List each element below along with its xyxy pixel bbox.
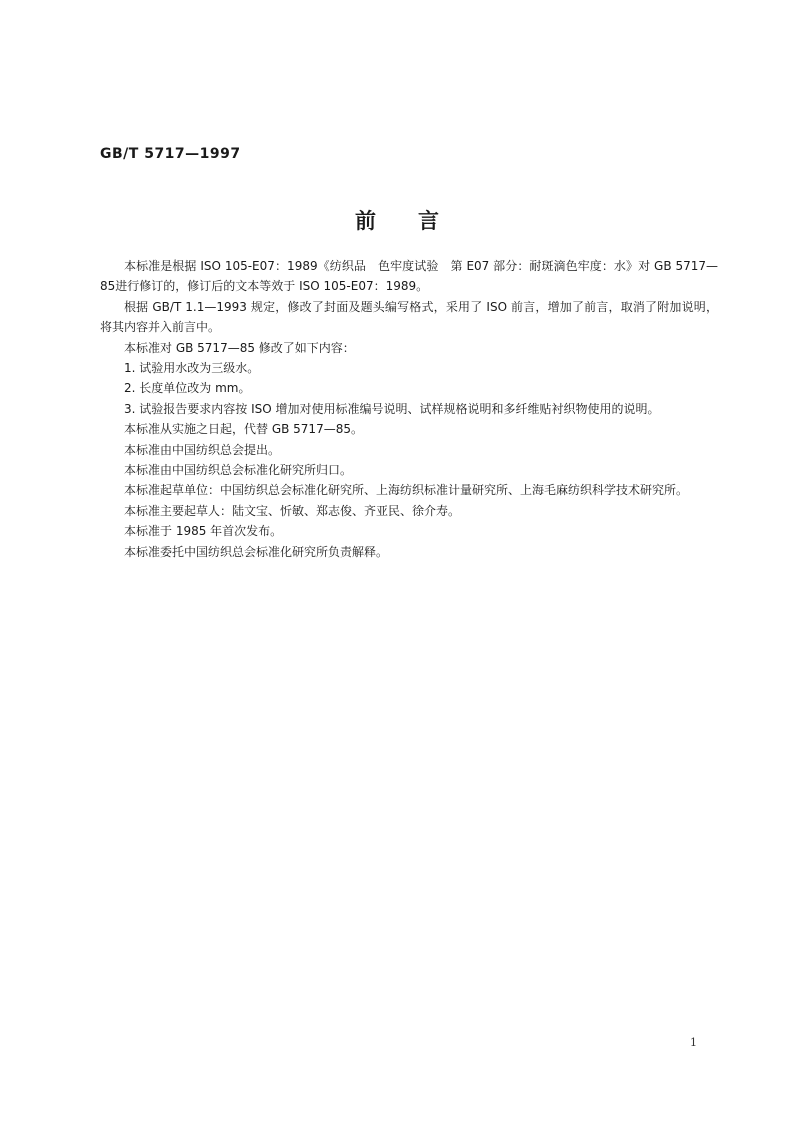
paragraph: 根据 GB/T 1.1—1993 规定，修改了封面及题头编写格式，采用了 ISO 前言，增加了前言，取消了附加说明，将其内容并入前言中。 [100, 299, 718, 335]
paragraph: 本标准主要起草人：陆文宝、忻敏、郑志俊、齐亚民、徐介寿。 [124, 503, 461, 518]
paragraph: 本标准由中国纺织总会标准化研究所归口。 [124, 463, 353, 478]
paragraph: 本标准委托中国纺织总会标准化研究所负责解释。 [124, 544, 389, 559]
page-title: 前言 [355, 209, 481, 233]
foreword-body [100, 256, 718, 562]
paragraph: 本标准起草单位：中国纺织总会标准化研究所、上海纺织标准计量研究所、上海毛麻纺织科学技术研究所。 [124, 483, 689, 498]
paragraph: 本标准由中国纺织总会提出。 [124, 442, 281, 457]
paragraph: 本标准从实施之日起，代替 GB 5717—85。 [124, 422, 363, 437]
paragraph: 本标准是根据 ISO 105-E07：1989《纺织品 色牢度试验 第 E07 部分：耐斑滴色牢度：水》对 GB 5717—85进行修订的，修订后的文本等效于 ISO 105-E07：1989。 [100, 259, 718, 294]
list-item: 2. 长度单位改为 mm。 [124, 381, 251, 396]
standard-code: GB/T 5717—1997 [100, 146, 241, 162]
list-item: 3. 试验报告要求内容按 ISO 增加对使用标准编号说明、试样规格说明和多纤维贴衬织物使用的说明。 [124, 401, 660, 416]
list-item: 1. 试验用水改为三级水。 [124, 361, 260, 376]
page-number: 1 [690, 1036, 697, 1049]
paragraph: 本标准于 1985 年首次发布。 [124, 524, 283, 539]
paragraph: 本标准对 GB 5717—85 修改了如下内容： [124, 340, 355, 355]
